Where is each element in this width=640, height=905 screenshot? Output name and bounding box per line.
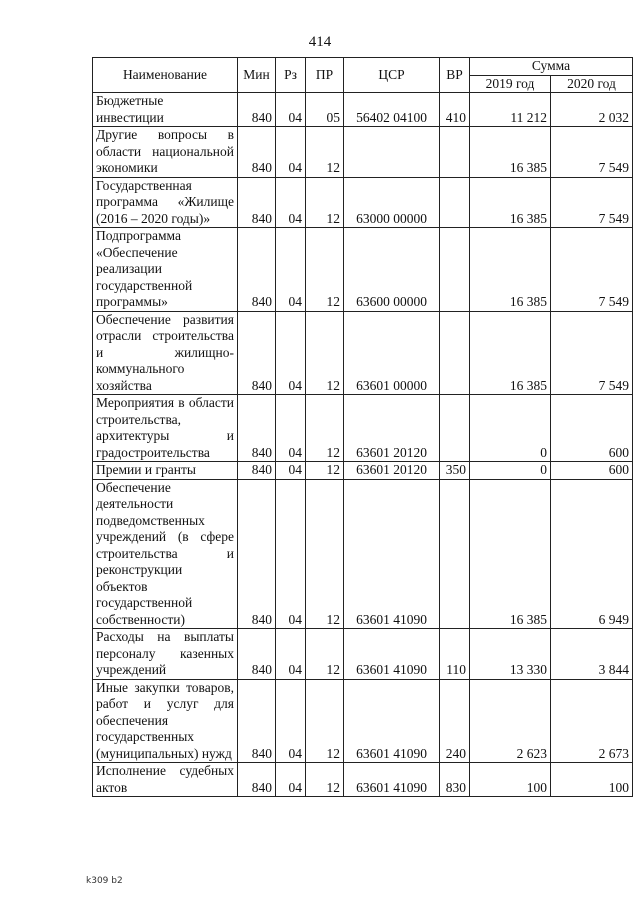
cell-2019: 13 330 <box>470 629 551 680</box>
cell-csr: 63600 00000 <box>344 228 440 312</box>
cell-min: 840 <box>238 763 276 797</box>
cell-name: Бюджетные инвестиции <box>93 93 238 127</box>
table-row <box>93 228 633 312</box>
cell-pr: 12 <box>306 395 344 462</box>
cell-name: Иные закупки товаров, работ и услуг для обеспечения государственных (муниципальных) нужд <box>93 679 238 763</box>
cell-csr: 63601 41090 <box>344 479 440 629</box>
cell-2019: 0 <box>470 462 551 480</box>
cell-vr: 240 <box>440 679 470 763</box>
cell-csr: 63601 20120 <box>344 395 440 462</box>
header-sum: Сумма <box>470 58 633 76</box>
cell-min: 840 <box>238 127 276 178</box>
cell-2020: 7 549 <box>551 127 633 178</box>
cell-csr: 63601 41090 <box>344 763 440 797</box>
cell-pr: 05 <box>306 93 344 127</box>
cell-2020: 3 844 <box>551 629 633 680</box>
cell-csr: 63601 41090 <box>344 679 440 763</box>
table-row <box>93 462 633 480</box>
cell-pr: 12 <box>306 763 344 797</box>
header-min: Мин <box>238 58 276 93</box>
budget-table <box>92 57 633 797</box>
cell-name: Обеспечение развития отрасли строительства и жилищно-коммунального хозяйства <box>93 311 238 395</box>
footer-code: k309 b2 <box>86 876 123 886</box>
cell-pr: 12 <box>306 462 344 480</box>
cell-rz: 04 <box>276 629 306 680</box>
header-rz: Рз <box>276 58 306 93</box>
cell-2020: 100 <box>551 763 633 797</box>
cell-2019: 16 385 <box>470 311 551 395</box>
cell-2019: 16 385 <box>470 479 551 629</box>
cell-min: 840 <box>238 228 276 312</box>
cell-2020: 2 032 <box>551 93 633 127</box>
table-row <box>93 763 633 797</box>
cell-2019: 16 385 <box>470 177 551 228</box>
cell-pr: 12 <box>306 228 344 312</box>
cell-2019: 16 385 <box>470 228 551 312</box>
header-name: Наименование <box>93 58 238 93</box>
cell-min: 840 <box>238 177 276 228</box>
cell-min: 840 <box>238 479 276 629</box>
cell-rz: 04 <box>276 311 306 395</box>
cell-vr <box>440 395 470 462</box>
cell-2020: 6 949 <box>551 479 633 629</box>
table-row <box>93 479 633 629</box>
cell-rz: 04 <box>276 763 306 797</box>
cell-vr <box>440 177 470 228</box>
cell-name: Обеспечение деятельности подведомственных учреждений (в сфере строительства и реконструкции объектов государственной собственности) <box>93 479 238 629</box>
page-number: 414 <box>308 34 332 50</box>
cell-rz: 04 <box>276 395 306 462</box>
cell-csr: 56402 04100 <box>344 93 440 127</box>
cell-csr: 63000 00000 <box>344 177 440 228</box>
cell-min: 840 <box>238 629 276 680</box>
header-row <box>93 58 633 76</box>
header-pr: ПР <box>306 58 344 93</box>
cell-vr <box>440 127 470 178</box>
cell-min: 840 <box>238 679 276 763</box>
cell-csr: 63601 41090 <box>344 629 440 680</box>
cell-vr <box>440 228 470 312</box>
cell-name: Другие вопросы в области национальной экономики <box>93 127 238 178</box>
cell-vr <box>440 479 470 629</box>
cell-2019: 16 385 <box>470 127 551 178</box>
table-row <box>93 395 633 462</box>
table-row <box>93 127 633 178</box>
cell-min: 840 <box>238 462 276 480</box>
table-row <box>93 311 633 395</box>
cell-rz: 04 <box>276 228 306 312</box>
cell-name: Мероприятия в области строительства, архитектуры и градостроительства <box>93 395 238 462</box>
cell-min: 840 <box>238 93 276 127</box>
cell-2020: 7 549 <box>551 311 633 395</box>
cell-pr: 12 <box>306 177 344 228</box>
header-vr: ВР <box>440 58 470 93</box>
cell-min: 840 <box>238 395 276 462</box>
cell-vr: 410 <box>440 93 470 127</box>
cell-csr: 63601 20120 <box>344 462 440 480</box>
cell-rz: 04 <box>276 127 306 178</box>
table-row <box>93 93 633 127</box>
cell-rz: 04 <box>276 679 306 763</box>
cell-name: Расходы на выплаты персоналу казенных учреждений <box>93 629 238 680</box>
cell-pr: 12 <box>306 679 344 763</box>
cell-2020: 7 549 <box>551 177 633 228</box>
cell-2020: 600 <box>551 462 633 480</box>
cell-rz: 04 <box>276 93 306 127</box>
cell-2020: 2 673 <box>551 679 633 763</box>
cell-min: 840 <box>238 311 276 395</box>
table-body <box>93 93 633 797</box>
cell-rz: 04 <box>276 177 306 228</box>
cell-vr <box>440 311 470 395</box>
cell-2019: 100 <box>470 763 551 797</box>
cell-pr: 12 <box>306 127 344 178</box>
cell-name: Подпрограмма «Обеспечение реализации государственной программы» <box>93 228 238 312</box>
cell-2019: 11 212 <box>470 93 551 127</box>
cell-csr: 63601 00000 <box>344 311 440 395</box>
cell-rz: 04 <box>276 479 306 629</box>
cell-name: Премии и гранты <box>93 462 238 480</box>
cell-2020: 600 <box>551 395 633 462</box>
cell-csr <box>344 127 440 178</box>
cell-name: Государственная программа «Жилище (2016 – 2020 годы)» <box>93 177 238 228</box>
cell-pr: 12 <box>306 479 344 629</box>
cell-vr: 350 <box>440 462 470 480</box>
table-row <box>93 679 633 763</box>
cell-vr: 110 <box>440 629 470 680</box>
table-row <box>93 177 633 228</box>
cell-2019: 0 <box>470 395 551 462</box>
header-csr: ЦСР <box>344 58 440 93</box>
cell-2019: 2 623 <box>470 679 551 763</box>
cell-vr: 830 <box>440 763 470 797</box>
header-2019: 2019 год <box>470 75 551 93</box>
header-2020: 2020 год <box>551 75 633 93</box>
cell-name: Исполнение судебных актов <box>93 763 238 797</box>
table-row <box>93 629 633 680</box>
cell-pr: 12 <box>306 311 344 395</box>
cell-2020: 7 549 <box>551 228 633 312</box>
cell-pr: 12 <box>306 629 344 680</box>
cell-rz: 04 <box>276 462 306 480</box>
